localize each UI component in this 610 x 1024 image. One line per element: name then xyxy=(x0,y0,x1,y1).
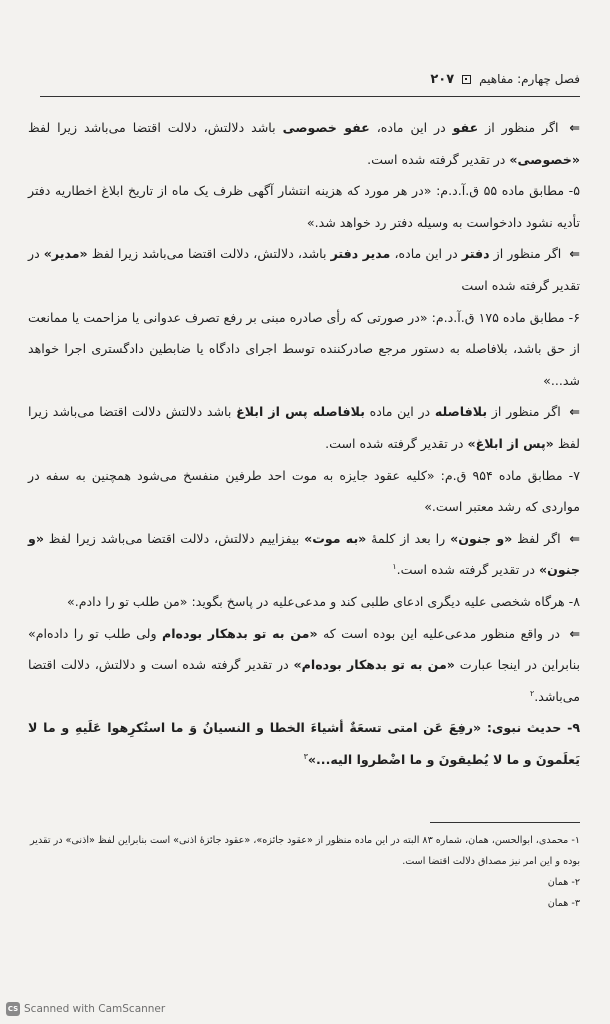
chapter-title: فصل چهارم: مفاهیم xyxy=(479,72,580,86)
paragraph-2: ۵- مطابق ماده ۵۵ ق.آ.د.م: «در هر مورد که هزینه انتشار آگهی ظرف یک ماه از تاریخ ابلاغ اخطاریه دفتر تأدیه نشود دادخواست به وسیله دفتر رد خواهد شد.» xyxy=(28,183,580,230)
footnote-1: ۱- محمدی، ابوالحسن، همان، شماره ۸۳ البته در این ماده منظور از «عقود جائزه»، «عقود جائزهٔ اذنی» است بنابراین لفظ «اذنی» در تقدیر بوده و این امر نیز مصداق دلالت اقتضا است. xyxy=(30,835,580,867)
footnote-ref: ۲ xyxy=(529,688,535,698)
camscanner-logo-icon: CS xyxy=(6,1002,20,1016)
page-header xyxy=(40,66,580,92)
paragraph-1: ⇐ اگر منظور از عفو در این ماده، عفو خصوصی باشد دلالتش، دلالت اقتضا می‌باشد زیرا لفظ «خصوصی» در تقدیر گرفته شده است. xyxy=(28,120,580,167)
arrow-icon: ⇐ xyxy=(569,625,580,641)
arrow-icon: ⇐ xyxy=(569,530,580,546)
paragraph-6: ۷- مطابق ماده ۹۵۴ ق.م: «کلیه عقود جایزه به موت احد طرفین منفسخ می‌شود همچنین به سفه در مواردی که رشد معتبر است.» xyxy=(28,467,580,515)
footnote-2: ۲- همان xyxy=(547,877,580,888)
footnote-ref: ۳ xyxy=(303,751,308,761)
arrow-icon: ⇐ xyxy=(569,120,580,135)
paragraph-5: ⇐ اگر منظور از بلافاصله در این ماده بلافاصله پس از ابلاغ باشد دلالتش دلالت اقتضا می‌باشد زیرا لفظ «پس از ابلاغ» در تقدیر گرفته شده است. xyxy=(28,404,580,451)
arrow-icon: ⇐ xyxy=(569,404,580,420)
footnote-ref: ۱ xyxy=(392,562,397,572)
paragraph-8: ۸- هرگاه شخصی علیه دیگری ادعای طلبی کند و مدعی‌علیه در پاسخ بگوید: «من طلب تو را دادم.» xyxy=(67,593,580,609)
scanner-watermark xyxy=(6,1002,165,1016)
square-ornament-icon xyxy=(462,75,471,84)
header-divider xyxy=(40,96,580,97)
paragraph-3: ⇐ اگر منظور از دفتر در این ماده، مدیر دفتر باشد، دلالتش، دلالت اقتضا می‌باشد زیرا لفظ «مدیر» در تقدیر گرفته شده است xyxy=(28,246,580,293)
paragraph-9: ⇐ در واقع منظور مدعی‌علیه این بوده است که «من به تو بدهکار بوده‌ام ولی طلب تو را داده‌ام» بنابراین در اینجا عبارت «من به تو بدهکار بوده‌ام» در تقدیر گرفته شده است و دلالتش، دلالت اقتضا می‌باشد.$^۲$ xyxy=(28,625,580,704)
scanner-text: Scanned with CamScanner xyxy=(24,1003,166,1015)
page-number: ۲۰۷ xyxy=(430,71,455,87)
arrow-icon: ⇐ xyxy=(569,246,580,262)
page-body xyxy=(28,112,580,775)
paragraph-10: ۹- حدیث نبوی: «رفِعَ عَن امتی تسعَةٌ أشیاءَ الخطا و النسیانُ وَ ما استُکرِهوا عَلَیهِ و ما لا یَعلَمونَ و ما لا یُطیقونَ و ما اضْطروا الیه...»$^۳$ xyxy=(28,720,580,767)
paragraph-7: ⇐ اگر لفظ «و جنون» را بعد از کلمهٔ «به موت» بیفزاییم دلالتش، دلالت اقتضا می‌باشد زیرا لفظ «و جنون» در تقدیر گرفته شده است.$^۱$ xyxy=(28,530,580,578)
footnote-divider xyxy=(430,822,580,823)
paragraph-4: ۶- مطابق ماده ۱۷۵ ق.آ.د.م: «در صورتی که رأی صادره مبنی بر رفع تصرف عدوانی یا مزاحمت یا ممانعت از حق باشد، بلافاصله به دستور مرجع صادرکننده توسط اجرای دادگاه یا ضابطین دادگستری اجرا خواهد شد...» xyxy=(28,309,580,388)
footnotes xyxy=(28,830,580,914)
footnote-3: ۳- همان xyxy=(547,898,580,909)
